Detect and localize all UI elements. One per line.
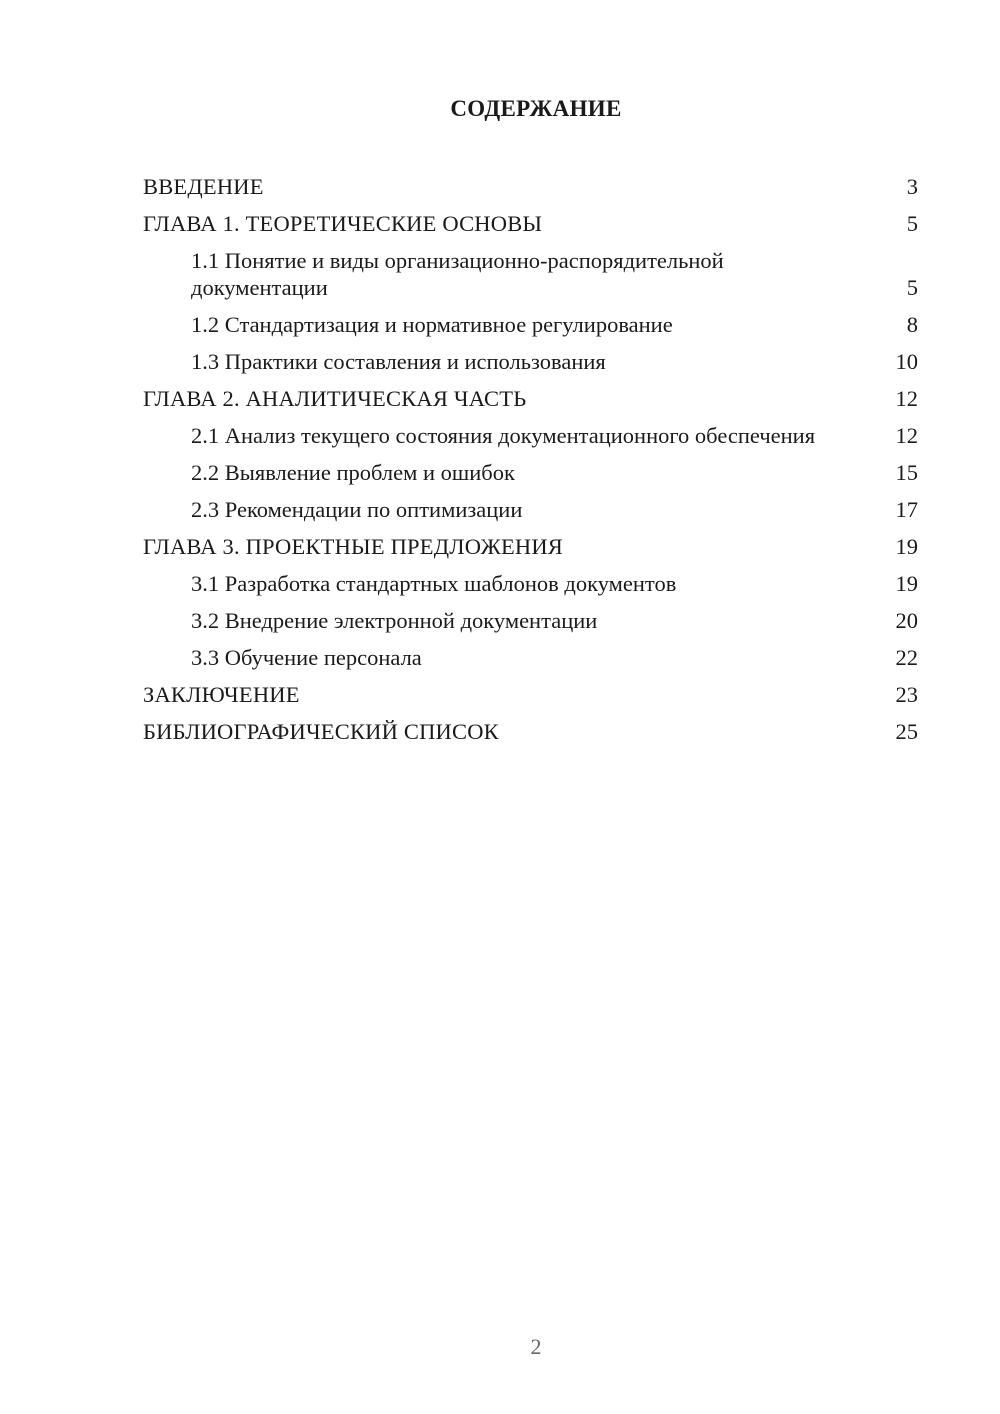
toc-entry-page: 5 — [906, 274, 918, 300]
toc-entry-title: 3.1 Разработка стандартных шаблонов документов — [191, 570, 677, 596]
toc-entry-page: 19 — [895, 570, 918, 596]
toc-subentry — [143, 418, 918, 455]
toc-subentry — [143, 243, 918, 307]
toc-entry-page: 19 — [895, 533, 918, 559]
toc-entry-page: 17 — [895, 496, 918, 522]
toc-entry-title: 1.1 Понятие и виды организационно-распорядительной документации — [191, 248, 724, 300]
page-title: СОДЕРЖАНИЕ — [450, 96, 622, 121]
toc-entry-title: 3.3 Обучение персонала — [191, 644, 422, 670]
toc-entry-page: 23 — [895, 681, 918, 707]
toc-subentry — [143, 492, 918, 529]
toc-entry-page: 5 — [906, 211, 918, 236]
toc-entry-title: 2.2 Выявление проблем и ошибок — [191, 459, 515, 485]
toc-entry — [143, 206, 918, 243]
toc-subentry — [143, 307, 918, 344]
toc-entry — [143, 529, 918, 566]
toc-subentry — [143, 344, 918, 381]
toc-entry-page: 8 — [906, 311, 918, 337]
toc-entry-title: ЗАКЛЮЧЕНИЕ — [143, 681, 300, 707]
toc-entry-title: 1.2 Стандартизация и нормативное регулирование — [191, 311, 673, 337]
toc-entry-title: ВВЕДЕНИЕ — [143, 174, 264, 199]
page-number: 2 — [530, 1334, 542, 1359]
toc-entry — [143, 381, 918, 418]
toc-subentry — [143, 640, 918, 677]
toc-subentry — [143, 603, 918, 640]
toc-entry-title: ГЛАВА 1. ТЕОРЕТИЧЕСКИЕ ОСНОВЫ — [143, 211, 543, 236]
toc-entry-page: 12 — [895, 385, 918, 411]
toc-entry-page: 25 — [895, 718, 918, 744]
toc-entry-page: 3 — [906, 174, 918, 199]
toc-entry-page: 10 — [895, 348, 918, 374]
table-of-contents — [143, 169, 918, 751]
toc-entry-page: 22 — [895, 644, 918, 670]
toc-entry-title: ГЛАВА 2. АНАЛИТИЧЕСКАЯ ЧАСТЬ — [143, 385, 527, 411]
toc-entry-page: 12 — [895, 422, 918, 448]
toc-entry-title: ГЛАВА 3. ПРОЕКТНЫЕ ПРЕДЛОЖЕНИЯ — [143, 533, 564, 559]
toc-subentry — [143, 566, 918, 603]
toc-entry-title: 2.3 Рекомендации по оптимизации — [191, 496, 523, 522]
toc-entry-title: 2.1 Анализ текущего состояния документационного обеспечения — [191, 422, 816, 448]
toc-entry-title: 1.3 Практики составления и использования — [191, 348, 606, 374]
toc-entry — [143, 714, 918, 751]
toc-entry-title: БИБЛИОГРАФИЧЕСКИЙ СПИСОК — [143, 718, 499, 744]
toc-entry-title: 3.2 Внедрение электронной документации — [191, 607, 598, 633]
toc-entry-page: 15 — [895, 459, 918, 485]
toc-entry-page: 20 — [895, 607, 918, 633]
toc-entry — [143, 169, 918, 206]
toc-entry — [143, 677, 918, 714]
toc-subentry — [143, 455, 918, 492]
